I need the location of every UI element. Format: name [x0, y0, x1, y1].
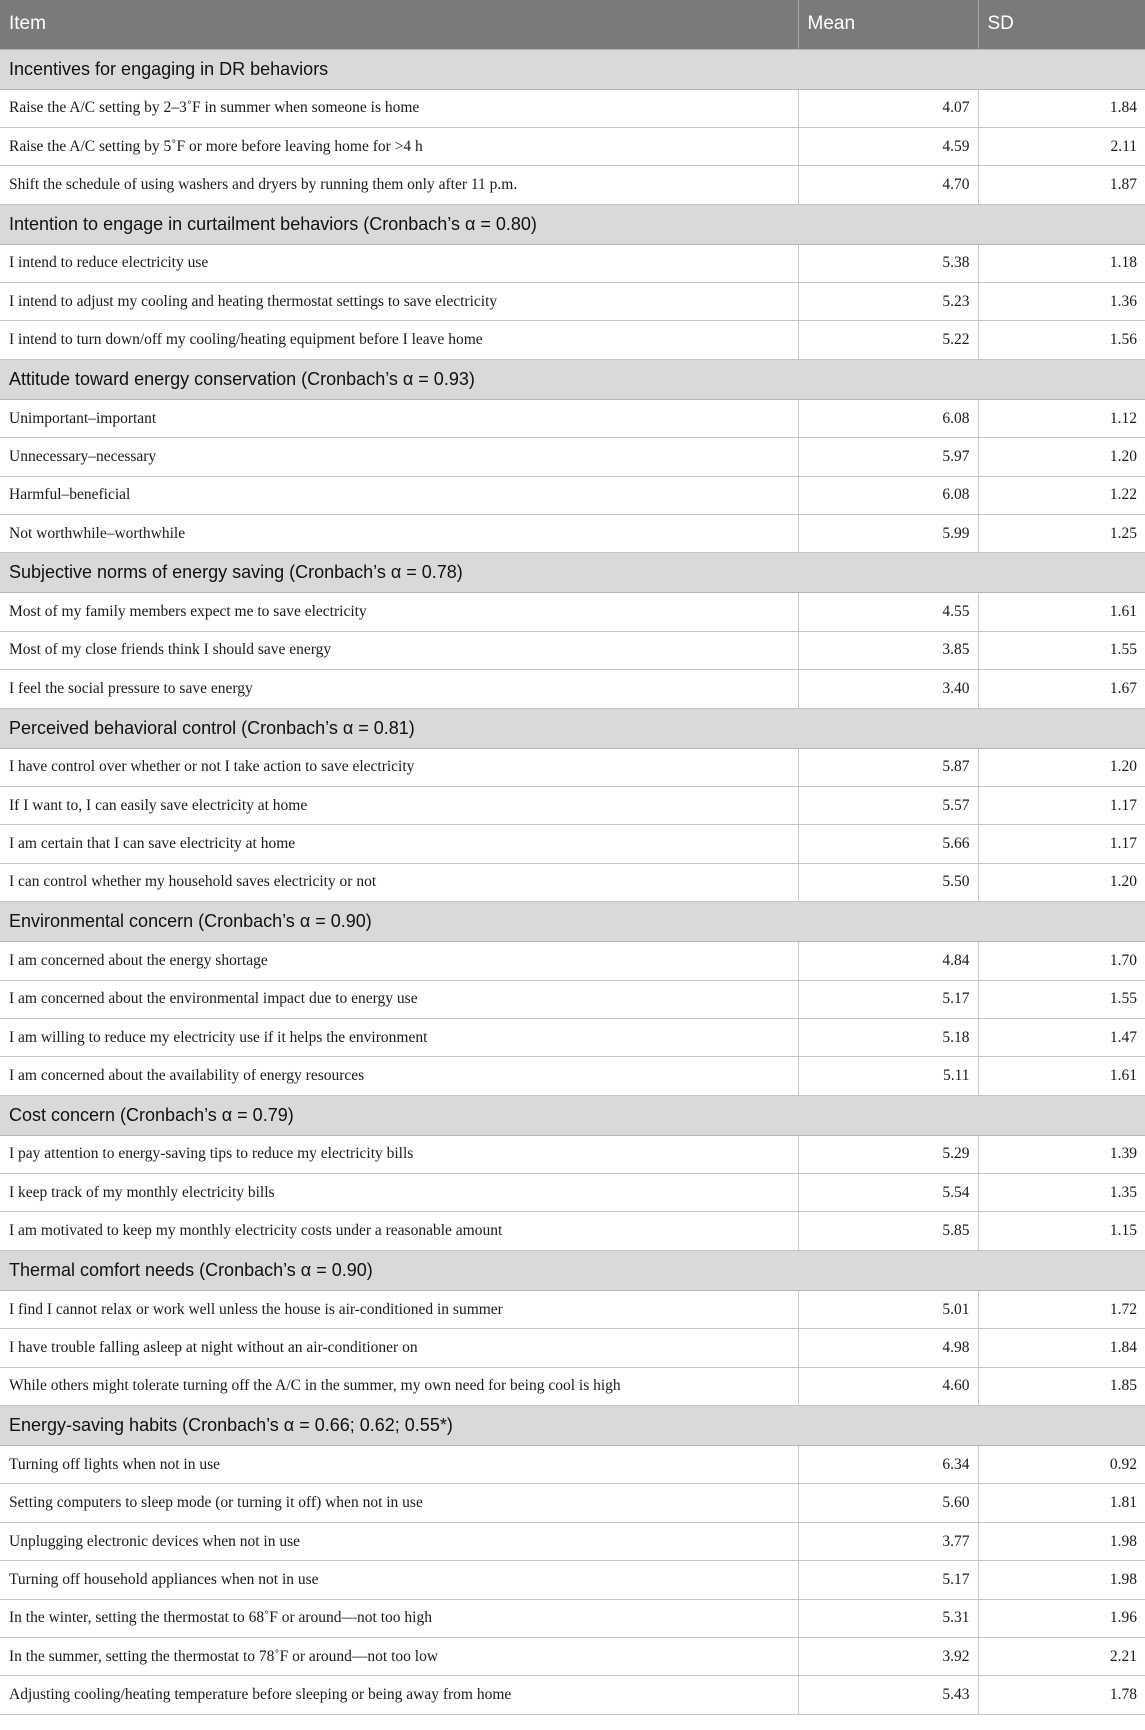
table-row [0, 786, 1145, 824]
cell-item: I intend to reduce electricity use [0, 244, 798, 282]
section-title: Attitude toward energy conservation (Cronbach’s α = 0.93) [0, 359, 1145, 399]
cell-mean: 5.38 [798, 244, 978, 282]
cell-sd: 2.11 [978, 127, 1145, 165]
cell-item: I intend to adjust my cooling and heating thermostat settings to save electricity [0, 283, 798, 321]
cell-mean: 5.50 [798, 863, 978, 901]
cell-mean: 5.43 [798, 1676, 978, 1714]
table-row [0, 244, 1145, 282]
table-row [0, 1174, 1145, 1212]
cell-mean: 5.97 [798, 438, 978, 476]
cell-mean: 4.07 [798, 89, 978, 127]
table-row [0, 631, 1145, 669]
section-header-row [0, 1406, 1145, 1446]
cell-item: In the winter, setting the thermostat to 68˚F or around—not too high [0, 1599, 798, 1637]
cell-sd: 1.78 [978, 1676, 1145, 1714]
cell-sd: 1.17 [978, 825, 1145, 863]
section-title: Thermal comfort needs (Cronbach’s α = 0.90) [0, 1250, 1145, 1290]
cell-item: I am concerned about the availability of energy resources [0, 1057, 798, 1095]
cell-sd: 1.67 [978, 670, 1145, 708]
table-row [0, 942, 1145, 980]
cell-item: If I want to, I can easily save electricity at home [0, 786, 798, 824]
cell-item: Unplugging electronic devices when not in use [0, 1522, 798, 1560]
table-row [0, 321, 1145, 359]
cell-mean: 3.85 [798, 631, 978, 669]
cell-mean: 5.29 [798, 1135, 978, 1173]
table-row [0, 980, 1145, 1018]
table-row [0, 670, 1145, 708]
cell-sd: 1.85 [978, 1367, 1145, 1405]
table-row [0, 166, 1145, 204]
table-row [0, 1522, 1145, 1560]
cell-mean: 5.18 [798, 1018, 978, 1056]
table-row [0, 1367, 1145, 1405]
cell-sd: 1.36 [978, 283, 1145, 321]
cell-sd: 1.39 [978, 1135, 1145, 1173]
section-header-row [0, 708, 1145, 748]
cell-item: I keep track of my monthly electricity bills [0, 1174, 798, 1212]
cell-sd: 1.81 [978, 1484, 1145, 1522]
table-row [0, 863, 1145, 901]
cell-sd: 1.84 [978, 1329, 1145, 1367]
cell-mean: 4.60 [798, 1367, 978, 1405]
section-title: Energy-saving habits (Cronbach’s α = 0.66; 0.62; 0.55*) [0, 1406, 1145, 1446]
cell-sd: 1.22 [978, 476, 1145, 514]
cell-mean: 5.01 [798, 1290, 978, 1328]
cell-sd: 1.55 [978, 631, 1145, 669]
cell-item: I am willing to reduce my electricity use if it helps the environment [0, 1018, 798, 1056]
table-row [0, 1638, 1145, 1676]
section-title: Intention to engage in curtailment behaviors (Cronbach’s α = 0.80) [0, 204, 1145, 244]
table-row [0, 1290, 1145, 1328]
cell-mean: 5.11 [798, 1057, 978, 1095]
cell-item: I have control over whether or not I take action to save electricity [0, 748, 798, 786]
cell-item: In the summer, setting the thermostat to 78˚F or around—not too low [0, 1638, 798, 1676]
cell-sd: 1.20 [978, 438, 1145, 476]
cell-sd: 1.70 [978, 942, 1145, 980]
cell-sd: 1.61 [978, 593, 1145, 631]
cell-item: Raise the A/C setting by 2–3˚F in summer when someone is home [0, 89, 798, 127]
cell-mean: 5.60 [798, 1484, 978, 1522]
section-title: Perceived behavioral control (Cronbach’s α = 0.81) [0, 708, 1145, 748]
cell-item: While others might tolerate turning off the A/C in the summer, my own need for being cool is high [0, 1367, 798, 1405]
cell-sd: 1.20 [978, 748, 1145, 786]
cell-item: Most of my family members expect me to save electricity [0, 593, 798, 631]
cell-sd: 1.17 [978, 786, 1145, 824]
header-mean: Mean [798, 0, 978, 49]
cell-item: I intend to turn down/off my cooling/heating equipment before I leave home [0, 321, 798, 359]
table-row [0, 748, 1145, 786]
cell-mean: 4.84 [798, 942, 978, 980]
cell-item: Turning off household appliances when not in use [0, 1561, 798, 1599]
cell-mean: 5.23 [798, 283, 978, 321]
cell-item: I feel the social pressure to save energy [0, 670, 798, 708]
section-title: Environmental concern (Cronbach’s α = 0.90) [0, 902, 1145, 942]
cell-mean: 5.85 [798, 1212, 978, 1250]
section-title: Subjective norms of energy saving (Cronbach’s α = 0.78) [0, 553, 1145, 593]
section-header-row [0, 902, 1145, 942]
cell-mean: 4.98 [798, 1329, 978, 1367]
cell-mean: 5.99 [798, 515, 978, 553]
cell-sd: 1.98 [978, 1561, 1145, 1599]
table-row [0, 1676, 1145, 1714]
cell-item: I have trouble falling asleep at night without an air-conditioner on [0, 1329, 798, 1367]
table-body [0, 49, 1145, 1714]
cell-item: Raise the A/C setting by 5˚F or more before leaving home for >4 h [0, 127, 798, 165]
header-sd: SD [978, 0, 1145, 49]
cell-mean: 5.66 [798, 825, 978, 863]
cell-mean: 3.92 [798, 1638, 978, 1676]
cell-mean: 5.17 [798, 980, 978, 1018]
cell-item: Unimportant–important [0, 399, 798, 437]
table-row [0, 399, 1145, 437]
table-header-row [0, 0, 1145, 49]
table-row [0, 1212, 1145, 1250]
cell-item: Setting computers to sleep mode (or turning it off) when not in use [0, 1484, 798, 1522]
cell-sd: 1.18 [978, 244, 1145, 282]
cell-mean: 5.57 [798, 786, 978, 824]
table-row [0, 438, 1145, 476]
header-item: Item [0, 0, 798, 49]
cell-mean: 5.87 [798, 748, 978, 786]
table-row [0, 1135, 1145, 1173]
cell-sd: 1.84 [978, 89, 1145, 127]
cell-sd: 2.21 [978, 1638, 1145, 1676]
table-row [0, 127, 1145, 165]
table-row [0, 1484, 1145, 1522]
cell-item: Harmful–beneficial [0, 476, 798, 514]
table-row [0, 1329, 1145, 1367]
cell-item: I am motivated to keep my monthly electricity costs under a reasonable amount [0, 1212, 798, 1250]
section-header-row [0, 553, 1145, 593]
section-header-row [0, 204, 1145, 244]
cell-mean: 5.17 [798, 1561, 978, 1599]
cell-mean: 6.08 [798, 399, 978, 437]
section-header-row [0, 1250, 1145, 1290]
cell-item: I am concerned about the energy shortage [0, 942, 798, 980]
cell-mean: 5.22 [798, 321, 978, 359]
cell-item: I am certain that I can save electricity at home [0, 825, 798, 863]
cell-item: I am concerned about the environmental impact due to energy use [0, 980, 798, 1018]
section-title: Incentives for engaging in DR behaviors [0, 49, 1145, 89]
section-header-row [0, 49, 1145, 89]
table-row [0, 593, 1145, 631]
cell-mean: 4.55 [798, 593, 978, 631]
cell-item: Most of my close friends think I should save energy [0, 631, 798, 669]
table-row [0, 1018, 1145, 1056]
cell-item: I can control whether my household saves electricity or not [0, 863, 798, 901]
cell-sd: 1.20 [978, 863, 1145, 901]
cell-sd: 1.15 [978, 1212, 1145, 1250]
cell-sd: 1.98 [978, 1522, 1145, 1560]
cell-sd: 1.87 [978, 166, 1145, 204]
cell-sd: 1.61 [978, 1057, 1145, 1095]
cell-item: Adjusting cooling/heating temperature before sleeping or being away from home [0, 1676, 798, 1714]
section-header-row [0, 1095, 1145, 1135]
table-row [0, 515, 1145, 553]
section-header-row [0, 359, 1145, 399]
cell-sd: 1.56 [978, 321, 1145, 359]
table-row [0, 476, 1145, 514]
cell-sd: 1.35 [978, 1174, 1145, 1212]
cell-mean: 4.59 [798, 127, 978, 165]
section-title: Cost concern (Cronbach’s α = 0.79) [0, 1095, 1145, 1135]
cell-item: Unnecessary–necessary [0, 438, 798, 476]
cell-mean: 5.54 [798, 1174, 978, 1212]
cell-item: I find I cannot relax or work well unless the house is air-conditioned in summer [0, 1290, 798, 1328]
table-row [0, 1446, 1145, 1484]
table-row [0, 1561, 1145, 1599]
cell-mean: 3.77 [798, 1522, 978, 1560]
table-row [0, 89, 1145, 127]
cell-sd: 0.92 [978, 1446, 1145, 1484]
table-row [0, 1057, 1145, 1095]
cell-item: I pay attention to energy-saving tips to reduce my electricity bills [0, 1135, 798, 1173]
cell-mean: 5.31 [798, 1599, 978, 1637]
cell-sd: 1.72 [978, 1290, 1145, 1328]
cell-sd: 1.96 [978, 1599, 1145, 1637]
cell-sd: 1.47 [978, 1018, 1145, 1056]
table-row [0, 825, 1145, 863]
cell-mean: 6.34 [798, 1446, 978, 1484]
cell-item: Not worthwhile–worthwhile [0, 515, 798, 553]
cell-sd: 1.55 [978, 980, 1145, 1018]
cell-mean: 3.40 [798, 670, 978, 708]
cell-sd: 1.12 [978, 399, 1145, 437]
cell-mean: 6.08 [798, 476, 978, 514]
cell-mean: 4.70 [798, 166, 978, 204]
cell-sd: 1.25 [978, 515, 1145, 553]
cell-item: Shift the schedule of using washers and dryers by running them only after 11 p.m. [0, 166, 798, 204]
cell-item: Turning off lights when not in use [0, 1446, 798, 1484]
table-row [0, 1599, 1145, 1637]
table-row [0, 283, 1145, 321]
